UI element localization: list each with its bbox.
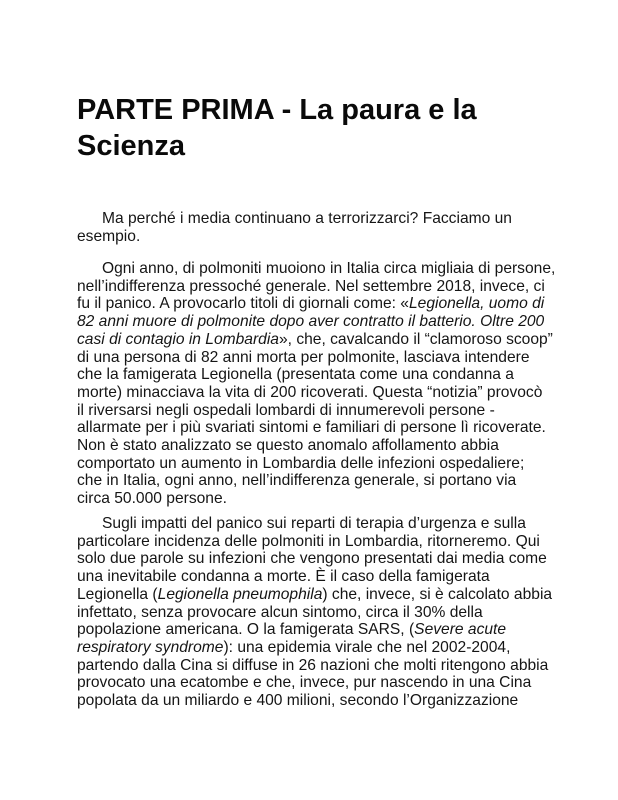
- paragraph-1: [77, 210, 557, 245]
- text-run: infettato, senza provocare alcun sintomo, circa il 30% della: [77, 603, 483, 621]
- text-line: [77, 490, 557, 508]
- text-line: [77, 228, 557, 246]
- paragraph-2: [77, 260, 557, 508]
- text-run: morte) minacciava la vita di 200 ricoverati. Questa “notizia” provocò: [77, 383, 543, 401]
- text-line: [77, 674, 557, 692]
- text-line: [77, 550, 557, 568]
- text-run: che in Italia, ogni anno, nell’indifferenza generale, si portano via: [77, 472, 517, 490]
- text-run: ) che, invece, si è calcolato abbia: [322, 585, 553, 603]
- text-line: [77, 568, 557, 586]
- text-run: che la famigerata Legionella (presentata come una condanna a: [77, 366, 514, 384]
- text-line: [77, 533, 557, 551]
- text-line: [77, 586, 557, 604]
- text-run: il riversarsi negli ospedali lombardi di innumerevoli persone -: [77, 401, 495, 419]
- text-line: [77, 402, 557, 420]
- text-line: [77, 657, 557, 675]
- text-run: », che, cavalcando il “clamoroso scoop”: [278, 330, 553, 348]
- text-run: particolare incidenza delle polmoniti in Lombardia, ritorneremo. Qui: [77, 532, 540, 550]
- text-run: di una persona di 82 anni morta per polmonite, lasciava intendere: [77, 348, 530, 366]
- text-line: [77, 692, 557, 710]
- paragraph-3: [77, 515, 557, 710]
- text-run: Legionella (: [77, 585, 158, 603]
- text-line: [77, 384, 557, 402]
- chapter-title-line-2: Scienza: [77, 130, 185, 162]
- text-line: [77, 437, 557, 455]
- text-line: [77, 260, 557, 278]
- text-run: solo due parole su infezioni che vengono presentati dai media come: [77, 550, 547, 568]
- italic-text: Severe acute: [414, 621, 507, 639]
- text-run: nell’indifferenza pressoché generale. Nel settembre 2018, invece, ci: [77, 277, 545, 295]
- text-run: esempio.: [77, 227, 141, 245]
- text-run: comportato un aumento in Lombardia delle infezioni ospedaliere;: [77, 454, 525, 472]
- text-line: [77, 455, 557, 473]
- text-line: [77, 331, 557, 349]
- text-run: Sugli impatti del panico sui reparti di terapia d’urgenza e sulla: [102, 515, 526, 532]
- italic-text: respiratory syndrome: [77, 638, 224, 656]
- text-line: [77, 366, 557, 384]
- text-run: popolata da un miliardo e 400 milioni, secondo l’Organizzazione: [77, 692, 519, 710]
- text-line: [77, 295, 557, 313]
- text-run: circa 50.000 persone.: [77, 490, 227, 508]
- text-run: allarmate per i più svariati sintomi e familiari di persone lì ricoverate.: [77, 419, 546, 437]
- text-run: provocato una ecatombe e che, invece, pur nascendo in una Cina: [77, 674, 532, 692]
- chapter-title: [77, 92, 577, 164]
- text-line: [77, 604, 557, 622]
- text-run: Ogni anno, di polmoniti muoiono in Italia circa migliaia di persone,: [102, 260, 556, 277]
- text-run: partendo dalla Cina si diffuse in 26 nazioni che molti ritengono abbia: [77, 656, 549, 674]
- text-run: una inevitabile condanna a morte. È il caso della famigerata: [77, 568, 490, 586]
- italic-text: Legionella, uomo di: [408, 295, 545, 313]
- text-run: Ma perché i media continuano a terrorizzarci? Facciamo un: [102, 210, 512, 227]
- text-line: [77, 419, 557, 437]
- text-line: [77, 515, 557, 533]
- text-line: [77, 639, 557, 657]
- italic-text: casi di contagio in Lombardia: [77, 330, 279, 348]
- italic-text: Legionella pneumophila: [157, 585, 323, 603]
- text-line: [77, 472, 557, 490]
- text-run: ): una epidemia virale che nel 2002-2004,: [223, 638, 511, 656]
- chapter-title-line-1: PARTE PRIMA - La paura e la: [77, 94, 477, 126]
- text-line: [77, 349, 557, 367]
- text-run: fu il panico. A provocarlo titoli di giornali come: «: [77, 295, 409, 313]
- text-run: popolazione americana. O la famigerata SARS, (: [77, 621, 415, 639]
- italic-text: 82 anni muore di polmonite dopo aver contratto il batterio. Oltre 200: [77, 313, 545, 331]
- text-line: [77, 621, 557, 639]
- text-line: [77, 210, 557, 228]
- text-line: [77, 278, 557, 296]
- text-run: Non è stato analizzato se questo anomalo affollamento abbia: [77, 437, 499, 455]
- text-line: [77, 313, 557, 331]
